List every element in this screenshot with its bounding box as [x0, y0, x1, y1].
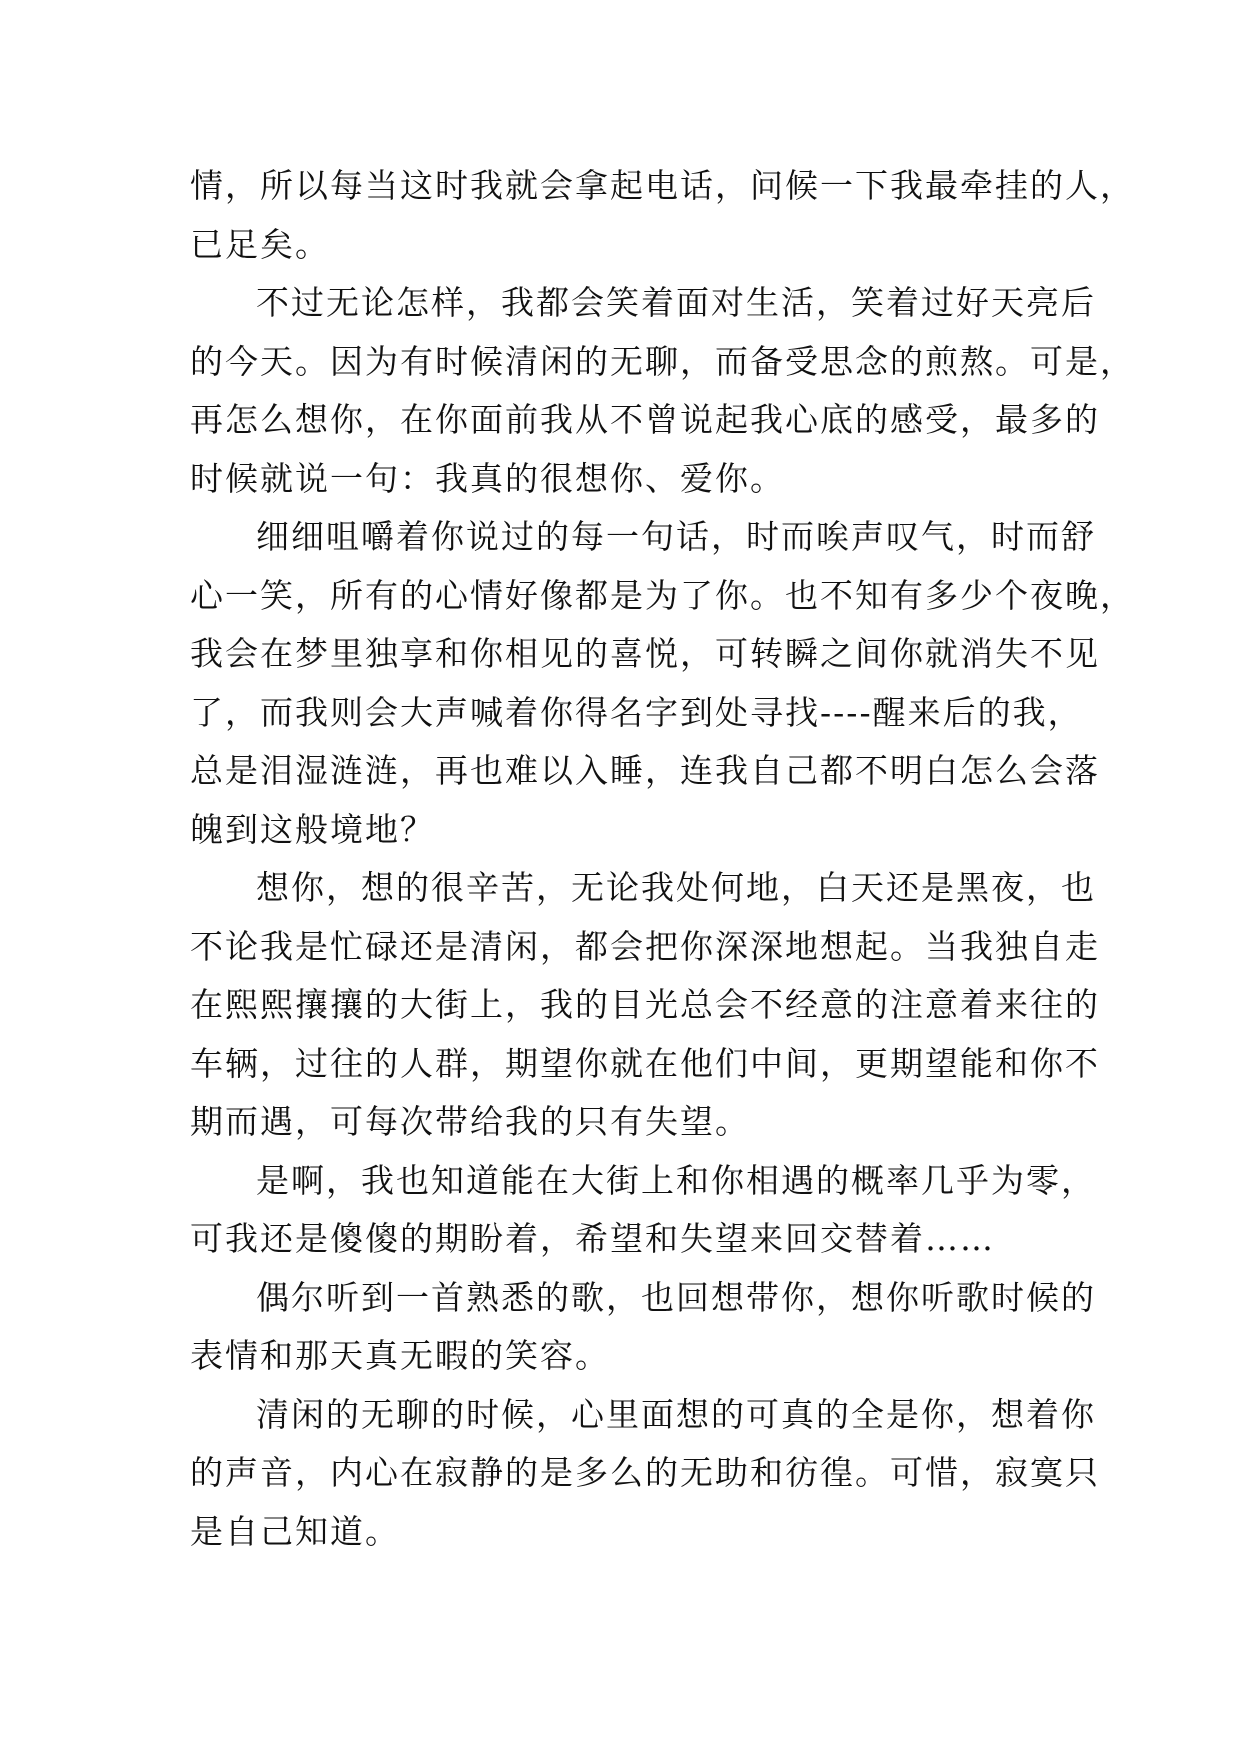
text-line: 期而遇，可每次带给我的只有失望。 — [190, 1102, 750, 1141]
text-line: 偶尔听到一首熟悉的歌，也回想带你，想你听歌时候的 — [256, 1277, 1096, 1317]
paragraph-3 — [190, 508, 1135, 859]
text-line: 细细咀嚼着你说过的每一句话，时而唉声叹气，时而舒 — [256, 517, 1096, 556]
text-line: 情，所以每当这时我就会拿起电话，问候一下我最牵挂的人， — [190, 166, 1135, 205]
text-line: 是自己知道。 — [190, 1511, 400, 1551]
text-line: 的今天。因为有时候清闲的无聊，而备受思念的煎熬。可是， — [190, 341, 1135, 381]
text-line: 想你，想的很辛苦，无论我处何地，白天还是黑夜，也 — [256, 868, 1096, 907]
paragraph-2 — [190, 274, 1135, 508]
paragraph-4 — [190, 859, 1100, 1152]
document-body — [190, 157, 1135, 1561]
text-line: 已足矣。 — [190, 224, 330, 264]
text-line: 的声音，内心在寂静的是多么的无助和彷徨。可惜，寂寞只 — [190, 1453, 1100, 1492]
paragraph-7 — [190, 1386, 1100, 1562]
paragraph-6 — [190, 1269, 1096, 1386]
text-line: 了，而我则会大声喊着你得名字到处寻找----醒来后的我， — [190, 692, 1083, 732]
text-line: 时候就说一句：我真的很想你、爱你。 — [190, 458, 785, 498]
text-line: 可我还是傻傻的期盼着，希望和失望来回交替着…… — [190, 1219, 995, 1258]
text-line: 心一笑，所有的心情好像都是为了你。也不知有多少个夜晚， — [190, 575, 1135, 615]
paragraph-1 — [190, 157, 1135, 274]
text-line: 总是泪湿涟涟，再也难以入睡，连我自己都不明白怎么会落 — [190, 751, 1100, 790]
text-line: 是啊，我也知道能在大街上和你相遇的概率几乎为零， — [256, 1160, 1096, 1200]
text-line: 魄到这般境地？ — [190, 809, 435, 849]
paragraph-5 — [190, 1152, 1096, 1269]
text-line: 车辆，过往的人群，期望你就在他们中间，更期望能和你不 — [190, 1043, 1100, 1083]
text-line: 清闲的无聊的时候，心里面想的可真的全是你，想着你 — [256, 1394, 1096, 1434]
text-line: 表情和那天真无暇的笑容。 — [190, 1336, 610, 1375]
text-line: 在熙熙攘攘的大街上，我的目光总会不经意的注意着来往的 — [190, 985, 1100, 1024]
text-line: 我会在梦里独享和你相见的喜悦，可转瞬之间你就消失不见 — [190, 634, 1100, 673]
text-line: 不过无论怎样，我都会笑着面对生活，笑着过好天亮后 — [256, 283, 1096, 322]
text-line: 再怎么想你，在你面前我从不曾说起我心底的感受，最多的 — [190, 400, 1100, 439]
text-line: 不论我是忙碌还是清闲，都会把你深深地想起。当我独自走 — [190, 926, 1100, 966]
